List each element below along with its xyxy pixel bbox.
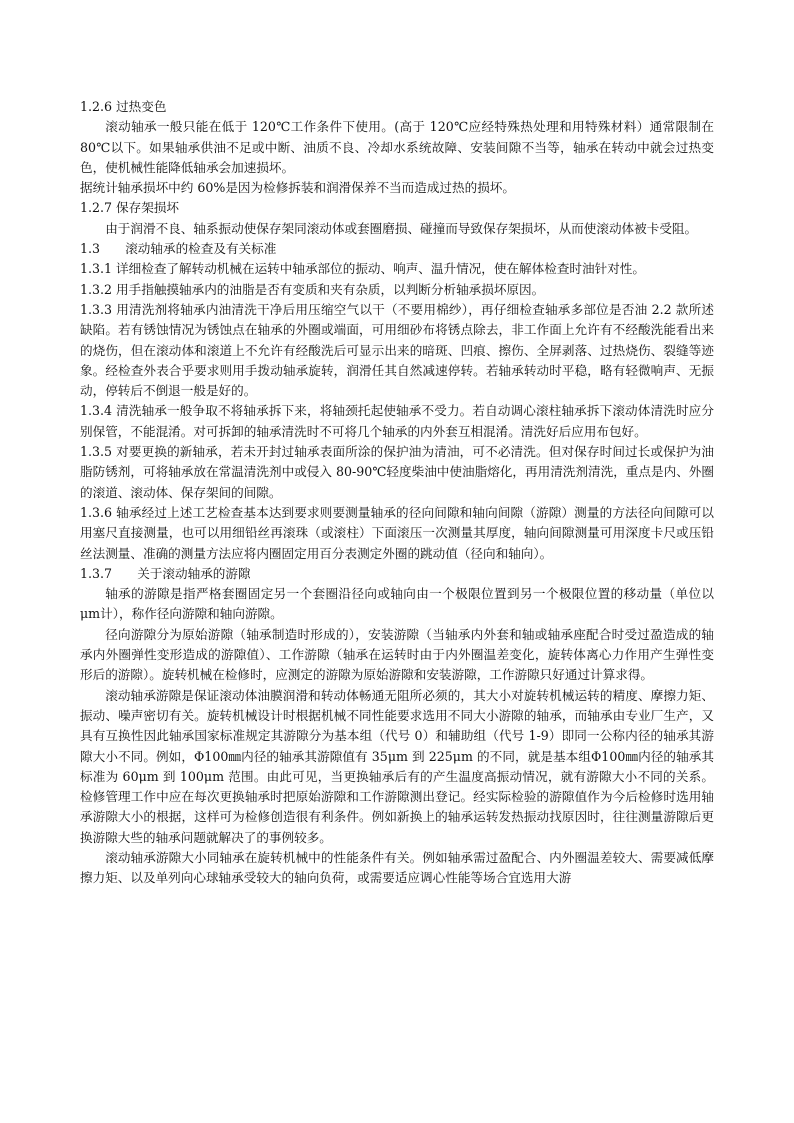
item-1-3-6: 1.3.6 轴承经过上述工艺检查基本达到要求则要测量轴承的径向间隙和轴向间隙（游隙）测量的方法径向间隙可以用塞尺直接测量，也可以用细铅丝再滚珠（或滚柱）下面滚压一次测量其厚度，轴向间隙测量可用深度卡尺或压铅丝法测量、准确的测量方法应将内圈固定用百分表测定外圈的跳动值（径向和轴向）。 [80,504,714,561]
paragraph: 径向游隙分为原始游隙（轴承制造时形成的），安装游隙（当轴承内外套和轴或轴承座配合时受过盈造成的轴承内外圈弹性变形造成的游隙值）、工作游隙（轴承在运转时由于内外圈温差变化，旋转体离心力作用产生弹性变形后的游隙）。旋转机械在检修时，应测定的游隙为原始游隙和安装游隙，工作游隙只好通过计算求得。 [80,626,714,683]
item-1-3-2: 1.3.2 用手指触摸轴承内的油脂是否有变质和夹有杂质，以判断分析轴承损坏原因。 [80,281,545,297]
paragraph: 滚动轴承游隙大小同轴承在旋转机械中的性能条件有关。例如轴承需过盈配合、内外圈温差较大、需要减低摩擦力矩、以及单列向心球轴承受较大的轴向负荷，或需要适应调心性能等场合宜选用大游 [80,849,714,886]
paragraph: 轴承的游隙是指严格套圈固定另一个套圈沿径向或轴向由一个极限位置到另一个极限位置的移动量（单位以μm计），称作径向游隙和轴向游隙。 [80,586,714,622]
heading-1-3: 1.3 滚动轴承的检查及有关标准 [80,241,277,257]
paragraph: 滚动轴承游隙是保证滚动体油膜润滑和转动体畅通无阻所必须的，其大小对旋转机械运转的精度、摩擦力矩、振动、噪声密切有关。旋转机械设计时根据机械不同性能要求选用不同大小游隙的轴承，而轴承由专业厂生产，又具有互换性因此轴承国家标准规定其游隙分为基本组（代号 0）和辅助组（代号 1-9）即同一公称内径的轴承其游隙大小不同。例如，Φ100㎜内径的轴承其游隙值有 35μm 到 225μm 的不同，就是基本组Φ100㎜内径的轴承其标准为 60μm 到 100μm 范围。由此可见，当更换轴承后有的产生温度高振动情况，就有游隙大小不同的关系。检修管理工作中应在每次更换轴承时把原始游隙和工作游隙测出登记。经实际检验的游隙值作为今后检修时选用轴承游隙大小的根据，这样可为检修创造很有利条件。例如新换上的轴承运转发热振动找原因时，往往测量游隙后更换游隙大些的轴承问题就解决了的事例较多。 [80,687,714,845]
item-1-3-5: 1.3.5 对要更换的新轴承，若未开封过轴承表面所涂的保护油为清油，可不必清洗。但对保存时间过长或保护为油脂防锈剂，可将轴承放在常温清洗剂中或侵入 80-90℃轻度柴油中使油脂熔化，再用清洗剂清洗，重点是内、外圈的滚道、滚动体、保存架间的间隙。 [80,444,714,500]
paragraph: 据统计轴承损坏中约 60%是因为检修拆装和润滑保养不当而造成过热的损坏。 [80,180,515,196]
paragraph: 滚动轴承一般只能在低于 120℃工作条件下使用。(高于 120℃应经特殊热处理和用特殊材料）通常限制在 80℃以下。如果轴承供油不足或中断、油质不良、冷却水系统故障、安装间隙不当等，轴承在转动中就会过热变色，使机械性能降低轴承会加速损坏。 [80,119,714,175]
item-1-3-4: 1.3.4 清洗轴承一般争取不将轴承拆下来，将轴颈托起使轴承不受力。若自动调心滚柱轴承拆下滚动体清洗时应分别保管，不能混淆。对可拆卸的轴承清洗时不可将几个轴承的内外套互相混淆。清洗好后应用布包好。 [80,403,714,439]
heading-1-2-6: 1.2.6 过热变色 [80,99,167,114]
item-1-3-1: 1.3.1 详细检查了解转动机械在运转中轴承部位的振动、响声、温升情况，使在解体检查时油针对性。 [80,261,645,277]
paragraph: 由于润滑不良、轴系振动使保存架同滚动体或套圈磨损、碰撞而导致保存架损坏，从而使滚动体被卡受阻。 [105,220,698,236]
document-page [80,97,714,889]
heading-1-3-7: 1.3.7 关于滚动轴承的游隙 [80,565,251,581]
item-1-3-3: 1.3.3 用清洗剂将轴承内油清洗干净后用压缩空气以干（不要用棉纱），再仔细检查轴承多部位是否油 2.2 款所述缺陷。若有锈蚀情况为锈蚀点在轴承的外圈或端面，可用细砂布将锈点除去，非工作面上允许有不经酸洗能看出来的烧伤，但在滚动体和滚道上不允许有经酸洗后可显示出来的暗斑、凹痕、擦伤、全屏剥落、过热烧伤、裂缝等迹象。经检查外表合乎要求则用手拨动轴承旋转，润滑任其自然减速停转。若轴承转动时平稳，略有轻微响声、无振动，停转后不倒退一般是好的。 [80,301,714,399]
heading-1-2-7: 1.2.7 保存架损坏 [80,200,180,216]
